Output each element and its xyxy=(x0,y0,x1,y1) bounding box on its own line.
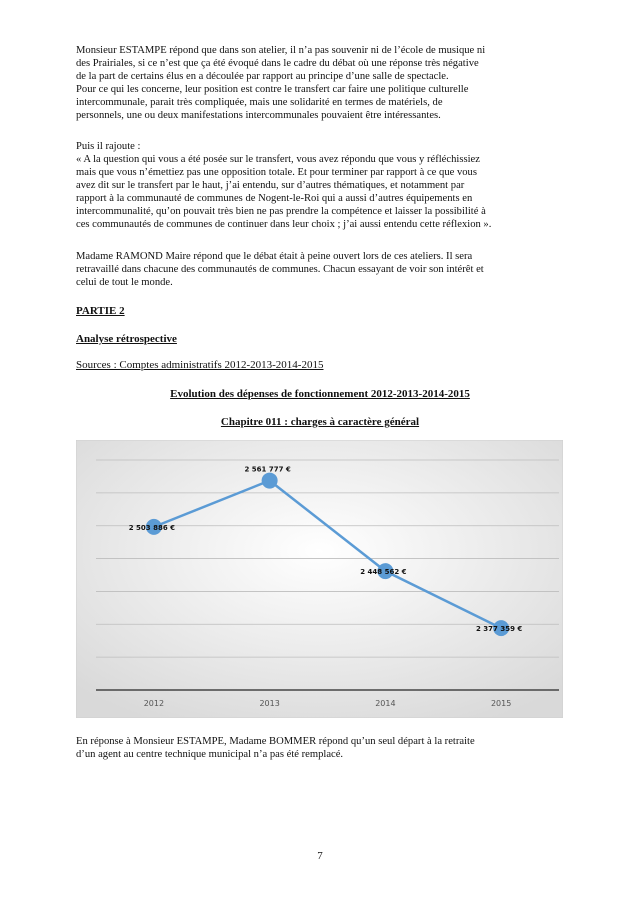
text-line: d’un agent au centre technique municipal n’a pas été remplacé. xyxy=(76,749,344,760)
sources-line: Sources : Comptes administratifs 2012-2013-2014-2015 xyxy=(76,359,324,371)
x-tick-label: 2014 xyxy=(375,699,396,708)
text-line: personnels, une ou deux manifestations intercommunales pouvaient être intéressantes. xyxy=(76,110,441,121)
chart-title: Evolution des dépenses de fonctionnement 2012-2013-2014-2015 xyxy=(170,388,470,400)
text-line: celui de tout le monde. xyxy=(76,277,173,288)
chart-background xyxy=(76,440,563,718)
text-line: « A la question qui vous a été posée sur le transfert, vous avez répondu que vous y réfléchissiez xyxy=(76,154,480,165)
paragraph-ramond xyxy=(76,250,544,289)
text-line: Madame RAMOND Maire répond que le débat était à peine ouvert lors de ces ateliers. Il sera xyxy=(76,251,473,262)
text-line: Monsieur ESTAMPE répond que dans son atelier, il n’a pas souvenir ni de l’école de musique ni xyxy=(76,45,486,56)
text-line: avez dit sur le transfert par le haut, j’ai entendu, sur d’autres thématiques, et notamment par xyxy=(76,180,465,191)
text-line: mais que vous n’émettiez pas une opposition totale. Et pour terminer par rapport à ce que vous xyxy=(76,167,477,178)
analyse-title: Analyse rétrospective xyxy=(76,333,177,345)
text-line: En réponse à Monsieur ESTAMPE, Madame BOMMER répond qu’un seul départ à la retraite xyxy=(76,736,475,747)
page-number: 7 xyxy=(317,850,323,862)
text-line: Pour ce qui les concerne, leur position est contre le transfert car faire une politique culturelle xyxy=(76,84,469,95)
chart-subtitle: Chapitre 011 : charges à caractère général xyxy=(220,416,420,428)
partie-title: PARTIE 2 xyxy=(76,305,125,317)
chart-svg xyxy=(76,440,563,718)
x-tick-label: 2013 xyxy=(259,699,280,708)
text-line: des Prairiales, si ce n’est que ça été évoqué dans le cadre du débat où une réponse très négative xyxy=(76,58,479,69)
paragraph-bommer xyxy=(76,735,544,761)
x-tick-label: 2015 xyxy=(490,699,512,708)
text-line: intercommunalité, qu’on pouvait très bien ne pas prendre la compétence et laisser la possibilité à xyxy=(76,206,486,217)
paragraph-rajoute xyxy=(76,140,544,231)
text-line: retravaillé dans chacune des communautés de communes. Chacun essayant de voir son intérêt et xyxy=(76,264,484,275)
text-line: ces communautés de communes de continuer dans leur choix ; j’ai aussi entendu cette réflexion ». xyxy=(76,219,492,230)
text-line: de la part de certains élus en a découlée par rapport au principe d’une salle de spectacle. xyxy=(76,71,449,82)
text-line: rapport à la communauté de communes de Nogent-le-Roi qui a aussi d’autres équipements en xyxy=(76,193,473,204)
text-line: Puis il rajoute : xyxy=(76,141,141,152)
data-point xyxy=(262,473,278,489)
data-label: 2 503 886 € xyxy=(128,523,176,532)
data-label: 2 377 359 € xyxy=(475,625,523,634)
line-chart xyxy=(76,440,563,718)
paragraph-estampe xyxy=(76,44,544,122)
text-line: intercommunale, parait très compliquée, mais une solidarité en termes de matériels, de xyxy=(76,97,443,108)
data-label: 2 448 562 € xyxy=(360,568,407,577)
data-label: 2 561 777 € xyxy=(244,465,291,474)
x-tick-label: 2012 xyxy=(143,699,165,708)
